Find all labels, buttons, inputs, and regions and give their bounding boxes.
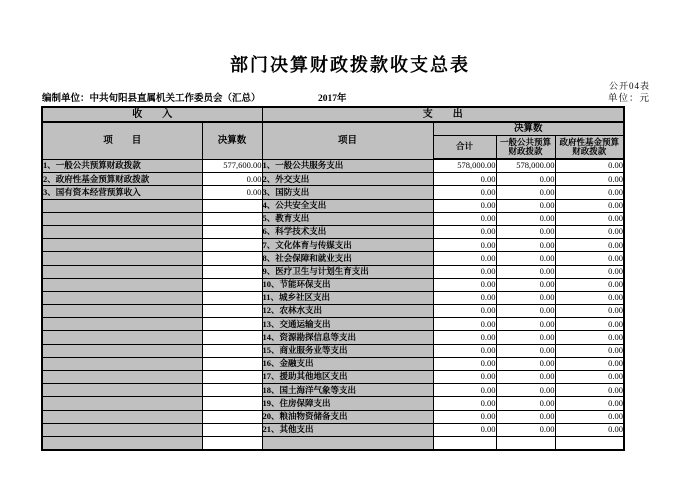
expense-total-cell: 0.00	[433, 423, 496, 436]
expense-item-cell: 12、农林水支出	[262, 305, 433, 318]
prepared-by-label: 编制单位：中共旬阳县直属机关工作委员会（汇总）	[42, 94, 261, 104]
expense-fund-cell: 0.00	[555, 252, 624, 265]
table-row	[42, 436, 624, 450]
expense-general-cell: 0.00	[496, 212, 555, 225]
income-amount-cell	[202, 265, 262, 278]
expense-fund-cell	[555, 436, 624, 450]
meta-line	[0, 90, 700, 103]
expense-general-cell: 0.00	[496, 357, 555, 370]
expense-item-cell: 18、国土海洋气象等支出	[262, 384, 433, 397]
table-row	[42, 225, 624, 238]
expense-fund-cell: 0.00	[555, 291, 624, 304]
income-item-cell	[42, 252, 202, 265]
income-amount-cell	[202, 225, 262, 238]
expense-general-cell: 0.00	[496, 344, 555, 357]
income-amount-cell: 0.00	[202, 173, 262, 186]
expense-fund-cell: 0.00	[555, 371, 624, 384]
expense-total-header: 合计	[433, 136, 496, 160]
income-item-cell	[42, 305, 202, 318]
expense-total-cell: 0.00	[433, 225, 496, 238]
expense-item-cell: 10、节能环保支出	[262, 278, 433, 291]
income-amount-cell	[202, 357, 262, 370]
expense-fund-cell: 0.00	[555, 173, 624, 186]
expense-item-cell: 3、国防支出	[262, 186, 433, 199]
income-amount-cell: 0.00	[202, 186, 262, 199]
expense-fund-cell: 0.00	[555, 423, 624, 436]
income-amount-cell	[202, 397, 262, 410]
income-section-header: 收 入	[42, 107, 262, 122]
table-row	[42, 423, 624, 436]
table-row	[42, 199, 624, 212]
expense-general-cell: 0.00	[496, 371, 555, 384]
expense-fund-cell: 0.00	[555, 159, 624, 173]
expense-total-cell: 0.00	[433, 397, 496, 410]
section-header-row	[42, 107, 624, 122]
expense-total-cell: 0.00	[433, 173, 496, 186]
expense-total-cell: 0.00	[433, 371, 496, 384]
table-row	[42, 186, 624, 199]
table-row	[42, 212, 624, 225]
income-item-cell	[42, 423, 202, 436]
income-amount-cell	[202, 318, 262, 331]
expense-total-cell: 0.00	[433, 331, 496, 344]
expense-fund-cell: 0.00	[555, 225, 624, 238]
income-item-cell	[42, 212, 202, 225]
expense-fund-cell: 0.00	[555, 357, 624, 370]
table-row	[42, 239, 624, 252]
table-rows	[42, 107, 624, 450]
expense-general-cell: 0.00	[496, 186, 555, 199]
expense-total-cell	[433, 436, 496, 450]
income-amount-header: 决算数	[202, 122, 262, 159]
income-item-cell	[42, 357, 202, 370]
expense-fund-cell: 0.00	[555, 212, 624, 225]
income-item-cell	[42, 371, 202, 384]
expense-general-cell: 0.00	[496, 291, 555, 304]
expense-item-cell: 1、一般公共服务支出	[262, 159, 433, 173]
income-item-cell	[42, 384, 202, 397]
income-item-cell	[42, 331, 202, 344]
table-row	[42, 252, 624, 265]
expense-general-cell: 0.00	[496, 305, 555, 318]
expense-general-cell: 0.00	[496, 318, 555, 331]
income-amount-cell	[202, 278, 262, 291]
budget-summary-table	[41, 106, 625, 451]
expense-general-cell: 0.00	[496, 199, 555, 212]
expense-item-cell: 21、其他支出	[262, 423, 433, 436]
expense-item-cell: 4、公共安全支出	[262, 199, 433, 212]
expense-total-cell: 0.00	[433, 265, 496, 278]
income-item-cell	[42, 225, 202, 238]
expense-item-cell: 19、住房保障支出	[262, 397, 433, 410]
table-row	[42, 397, 624, 410]
income-amount-cell	[202, 252, 262, 265]
table-row	[42, 344, 624, 357]
expense-fund-cell: 0.00	[555, 199, 624, 212]
income-amount-cell	[202, 410, 262, 423]
expense-total-cell: 0.00	[433, 278, 496, 291]
income-item-cell	[42, 239, 202, 252]
expense-item-cell	[262, 436, 433, 450]
expense-item-cell: 17、援助其他地区支出	[262, 371, 433, 384]
table-row	[42, 331, 624, 344]
expense-fund-cell: 0.00	[555, 265, 624, 278]
expense-item-cell: 7、文化体育与传媒支出	[262, 239, 433, 252]
expense-total-cell: 0.00	[433, 318, 496, 331]
expense-total-cell: 0.00	[433, 305, 496, 318]
table-row	[42, 384, 624, 397]
expense-general-cell: 0.00	[496, 384, 555, 397]
income-amount-cell	[202, 239, 262, 252]
expense-fund-cell: 0.00	[555, 278, 624, 291]
expense-general-cell: 0.00	[496, 397, 555, 410]
expense-fund-cell: 0.00	[555, 410, 624, 423]
table-row	[42, 305, 624, 318]
income-amount-cell	[202, 384, 262, 397]
income-item-cell	[42, 344, 202, 357]
income-amount-cell	[202, 371, 262, 384]
currency-unit-label: 单位：元	[607, 94, 650, 104]
expense-total-cell: 0.00	[433, 291, 496, 304]
table-number-label: 公开04表	[608, 81, 650, 91]
expense-item-cell: 16、金融支出	[262, 357, 433, 370]
expense-item-cell: 14、资源勘探信息等支出	[262, 331, 433, 344]
expense-section-header: 支 出	[262, 107, 624, 122]
income-item-cell	[42, 318, 202, 331]
income-item-cell	[42, 410, 202, 423]
income-item-cell: 3、国有资本经营预算收入	[42, 186, 202, 199]
income-amount-cell	[202, 344, 262, 357]
expense-fund-cell: 0.00	[555, 331, 624, 344]
expense-total-cell: 0.00	[433, 410, 496, 423]
expense-total-cell: 0.00	[433, 212, 496, 225]
income-amount-cell	[202, 331, 262, 344]
table-row	[42, 410, 624, 423]
income-amount-cell	[202, 436, 262, 450]
expense-general-cell: 0.00	[496, 252, 555, 265]
expense-total-cell: 578,000.00	[433, 159, 496, 173]
expense-item-cell: 2、外交支出	[262, 173, 433, 186]
expense-item-header: 项目	[262, 122, 433, 159]
expense-general-cell: 0.00	[496, 278, 555, 291]
table-row	[42, 357, 624, 370]
expense-total-cell: 0.00	[433, 357, 496, 370]
table-row	[42, 265, 624, 278]
expense-fund-cell: 0.00	[555, 384, 624, 397]
income-amount-cell	[202, 423, 262, 436]
expense-fund-cell: 0.00	[555, 344, 624, 357]
income-item-cell: 1、一般公共预算财政拨款	[42, 159, 202, 173]
table-row	[42, 159, 624, 173]
table-row	[42, 371, 624, 384]
income-item-cell: 2、政府性基金预算财政拨款	[42, 173, 202, 186]
expense-general-cell: 578,000.00	[496, 159, 555, 173]
expense-general-cell	[496, 436, 555, 450]
expense-general-cell: 0.00	[496, 410, 555, 423]
table-row	[42, 278, 624, 291]
expense-fund-cell: 0.00	[555, 397, 624, 410]
expense-fund-cell: 0.00	[555, 186, 624, 199]
income-item-cell	[42, 291, 202, 304]
expense-general-cell: 0.00	[496, 265, 555, 278]
expense-gov-fund-header: 政府性基金预算 财政拨款	[555, 136, 624, 160]
expense-item-cell: 9、医疗卫生与计划生育支出	[262, 265, 433, 278]
income-item-cell	[42, 397, 202, 410]
expense-total-cell: 0.00	[433, 384, 496, 397]
income-amount-cell	[202, 199, 262, 212]
expense-item-cell: 6、科学技术支出	[262, 225, 433, 238]
income-amount-cell	[202, 212, 262, 225]
fiscal-year-label: 2017年	[318, 94, 347, 104]
expense-total-cell: 0.00	[433, 239, 496, 252]
column-header-row-1	[42, 122, 624, 136]
table-row	[42, 173, 624, 186]
expense-total-cell: 0.00	[433, 252, 496, 265]
income-item-cell	[42, 278, 202, 291]
expense-general-cell: 0.00	[496, 239, 555, 252]
expense-fund-cell: 0.00	[555, 305, 624, 318]
expense-item-cell: 20、粮油物资储备支出	[262, 410, 433, 423]
table-row	[42, 318, 624, 331]
expense-general-cell: 0.00	[496, 173, 555, 186]
income-amount-cell	[202, 291, 262, 304]
income-item-cell	[42, 265, 202, 278]
expense-item-cell: 8、社会保障和就业支出	[262, 252, 433, 265]
table-row	[42, 291, 624, 304]
expense-general-cell: 0.00	[496, 225, 555, 238]
expense-fund-cell: 0.00	[555, 239, 624, 252]
expense-item-cell: 11、城乡社区支出	[262, 291, 433, 304]
expense-item-cell: 15、商业服务业等支出	[262, 344, 433, 357]
expense-item-cell: 13、交通运输支出	[262, 318, 433, 331]
income-amount-cell	[202, 305, 262, 318]
expense-total-cell: 0.00	[433, 199, 496, 212]
expense-general-cell: 0.00	[496, 423, 555, 436]
expense-total-cell: 0.00	[433, 344, 496, 357]
income-item-cell	[42, 199, 202, 212]
income-item-cell	[42, 436, 202, 450]
expense-general-budget-header: 一般公共预算 财政拨款	[496, 136, 555, 160]
expense-total-cell: 0.00	[433, 186, 496, 199]
expense-general-cell: 0.00	[496, 331, 555, 344]
expense-amount-group-header: 决算数	[433, 122, 624, 136]
expense-fund-cell: 0.00	[555, 318, 624, 331]
expense-item-cell: 5、教育支出	[262, 212, 433, 225]
income-amount-cell: 577,600.00	[202, 159, 262, 173]
page-title: 部门决算财政拨款收支总表	[230, 55, 470, 75]
income-item-header: 项 目	[42, 122, 202, 159]
